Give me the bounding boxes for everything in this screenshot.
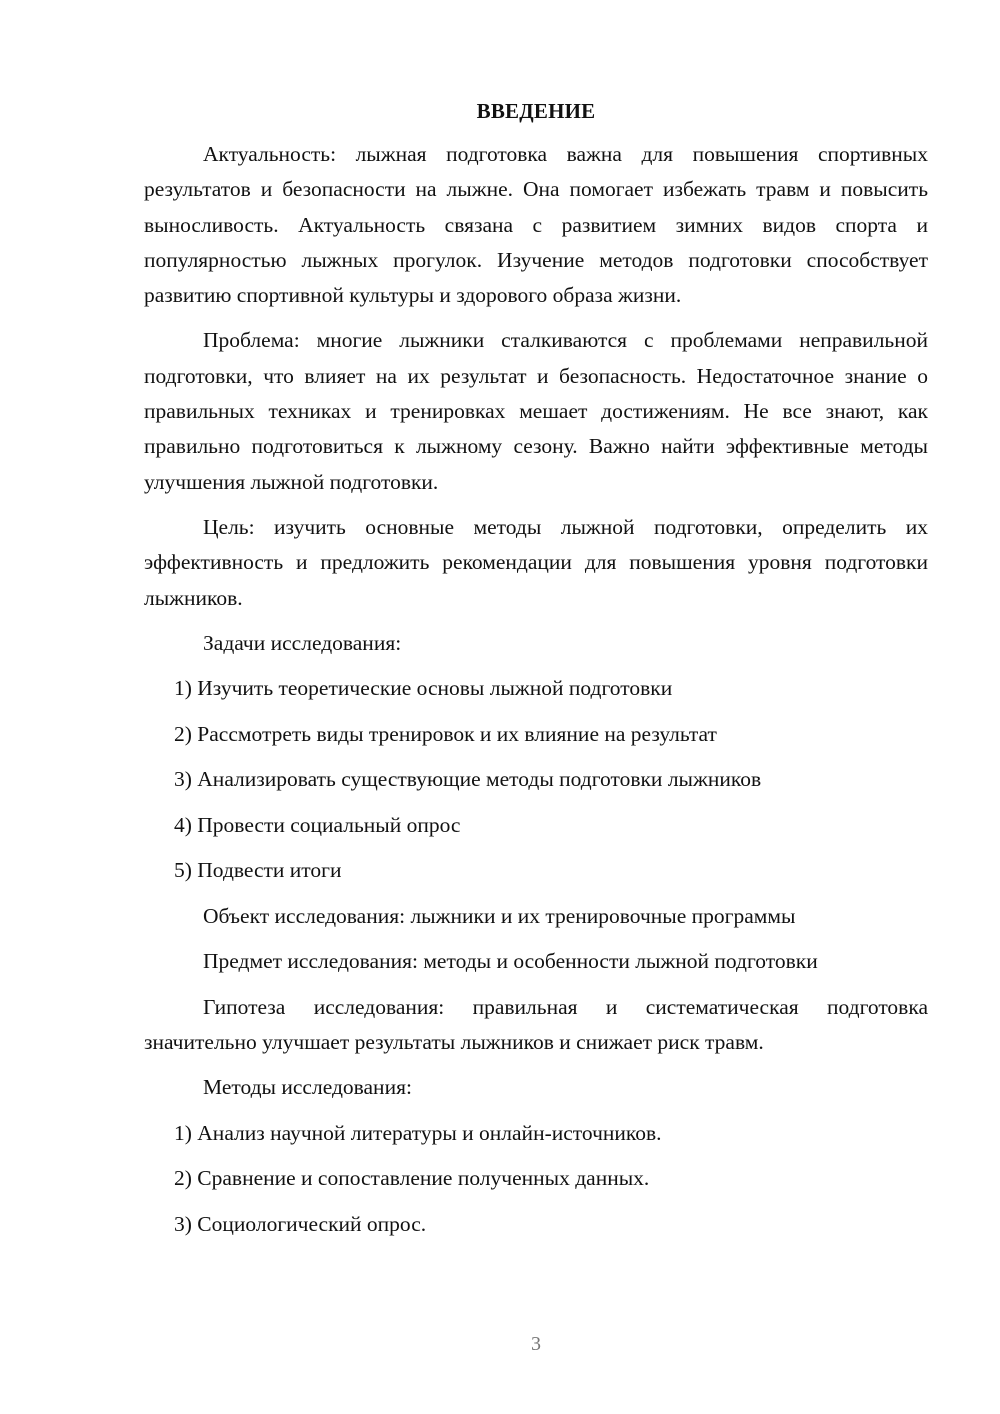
task-item-1: 1) Изучить теоретические основы лыжной подготовки xyxy=(174,676,673,701)
task-item-5: 5) Подвести итоги xyxy=(174,858,342,883)
methods-heading: Методы исследования: xyxy=(203,1075,412,1100)
relevance-paragraph: Актуальность: лыжная подготовка важна для повышения спортивных результатов и безопасности на лыжне. Она помогает избежать травм и повысить выносливость. Актуальность связана с развитием зимних видов спорта и популярностью лыжных прогулок. Изучение методов подготовки способствует развитию спортивной культуры и здорового образа жизни. xyxy=(144,142,928,308)
research-object: Объект исследования: лыжники и их тренировочные программы xyxy=(203,903,796,928)
task-item-3: 3) Анализировать существующие методы подготовки лыжников xyxy=(174,767,762,792)
research-subject: Предмет исследования: методы и особенности лыжной подготовки xyxy=(203,949,818,974)
method-item-1: 1) Анализ научной литературы и онлайн-источников. xyxy=(174,1120,662,1145)
goal-paragraph: Цель: изучить основные методы лыжной подготовки, определить их эффективность и предложить рекомендации для повышения уровня подготовки лыжников. xyxy=(144,514,928,610)
task-item-2: 2) Рассмотреть виды тренировок и их влияние на результат xyxy=(174,721,717,746)
problem-paragraph: Проблема: многие лыжники сталкиваются с проблемами неправильной подготовки, что влияет на их результат и безопасность. Недостаточное знание о правильных техниках и тренировках мешает достижениям. Не все знают, как правильно подготовиться к лыжному сезону. Важно найти эффективные методы улучшения лыжной подготовки. xyxy=(144,328,928,494)
section-title: ВВЕДЕНИЕ xyxy=(476,99,596,123)
task-item-4: 4) Провести социальный опрос xyxy=(174,812,461,837)
hypothesis-paragraph: Гипотеза исследования: правильная и систематическая подготовка значительно улучшает результаты лыжников и снижает риск травм. xyxy=(144,994,928,1055)
page-content xyxy=(144,96,928,1252)
tasks-heading: Задачи исследования: xyxy=(203,630,402,655)
method-item-3: 3) Социологический опрос. xyxy=(174,1211,427,1236)
page-number: 3 xyxy=(531,1333,541,1355)
method-item-2: 2) Сравнение и сопоставление полученных данных. xyxy=(174,1166,650,1191)
